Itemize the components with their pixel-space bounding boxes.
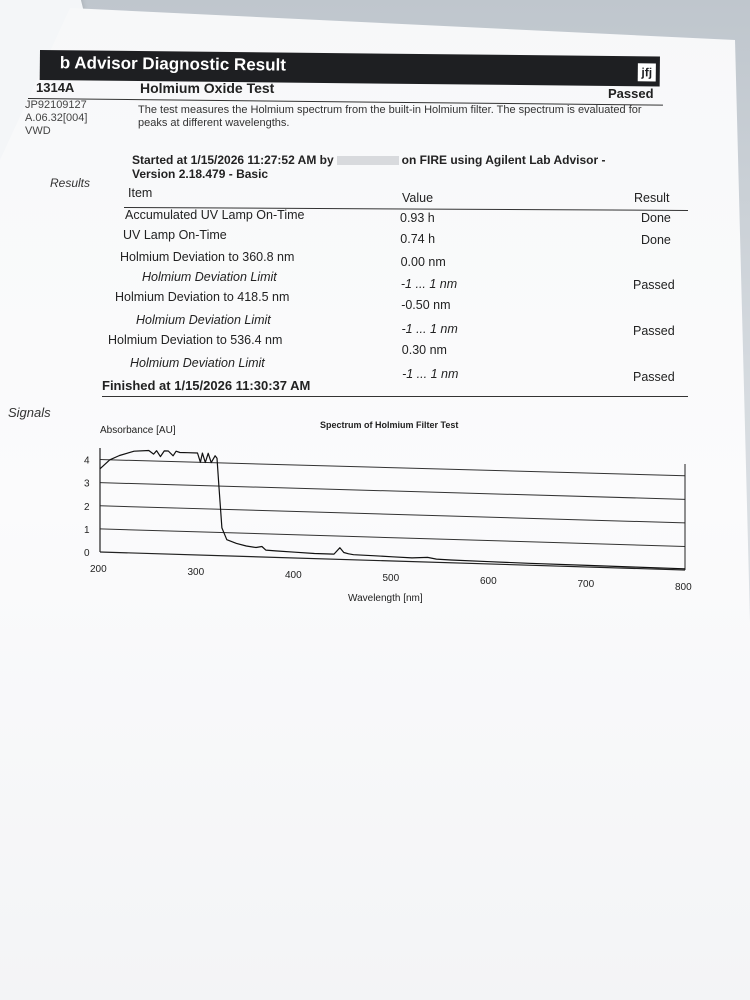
table-row-value: 0.30 nm (401, 343, 447, 358)
table-row-result: Done (641, 232, 671, 247)
table-row-result: Passed (633, 323, 675, 338)
table-row-value: 0.00 nm (400, 255, 446, 270)
table-row-value: -0.50 nm (401, 297, 451, 312)
table-row-item: Holmium Deviation Limit (136, 313, 271, 327)
firmware-version: A.06.32[004] (25, 112, 88, 124)
test-status: Passed (608, 86, 654, 101)
started-text: Started at 1/15/2026 11:27:52 AM by (132, 153, 334, 167)
table-row-item: Accumulated UV Lamp On-Time (125, 208, 305, 222)
y-axis-label: Absorbance [AU] (100, 425, 176, 436)
agilent-logo-icon: jfj (638, 63, 656, 81)
table-row-item: Holmium Deviation Limit (142, 270, 277, 284)
table-row-value: 0.74 h (400, 232, 436, 247)
x-tick-label: 500 (382, 573, 400, 584)
test-name: Holmium Oxide Test (140, 80, 275, 96)
column-header-value: Value (402, 191, 434, 205)
x-tick-label: 300 (187, 567, 205, 578)
table-row-result: Done (641, 211, 671, 225)
column-header-result: Result (634, 191, 670, 205)
report-title: b Advisor Diagnostic Result (59, 53, 287, 75)
x-tick-label: 800 (675, 582, 692, 593)
results-section-label: Results (50, 176, 91, 190)
table-row-item: Holmium Deviation Limit (130, 356, 265, 370)
table-row-result: Passed (633, 369, 675, 384)
x-tick-label: 200 (90, 564, 107, 575)
test-description: The test measures the Holmium spectrum from the built-in Holmium filter. The spectrum is evaluated for peaks at different wavelengths. (138, 104, 642, 129)
table-row-item: Holmium Deviation to 360.8 nm (120, 250, 295, 264)
table-row-value: -1 ... 1 nm (400, 276, 458, 291)
y-tick-label: 1 (84, 524, 90, 536)
started-suffix: on FIRE using Agilent Lab Advisor - (401, 153, 606, 167)
column-header-item: Item (128, 186, 153, 200)
chart-title: Spectrum of Holmium Filter Test (320, 420, 459, 430)
table-row-value: 0.93 h (400, 211, 435, 225)
x-tick-label: 700 (577, 579, 595, 590)
table-row-item: Holmium Deviation to 536.4 nm (108, 333, 283, 347)
module-model: 1314A (36, 80, 75, 95)
module-type: VWD (25, 125, 51, 137)
table-row-value: -1 ... 1 nm (402, 367, 459, 382)
table-row-value: -1 ... 1 nm (401, 322, 458, 336)
signals-section-label: Signals (8, 405, 51, 420)
run-finished: Finished at 1/15/2026 11:30:37 AM (102, 378, 311, 393)
grid-line (100, 460, 685, 476)
x-tick-label: 600 (480, 576, 497, 587)
x-tick-label: 400 (285, 570, 302, 581)
software-version: Version 2.18.479 - Basic (132, 167, 269, 181)
grid-line (100, 506, 685, 523)
y-tick-label: 4 (84, 455, 90, 467)
table-row-item: UV Lamp On-Time (123, 228, 227, 242)
serial-number: JP92109127 (25, 99, 87, 111)
y-tick-label: 3 (84, 478, 90, 490)
x-axis-label: Wavelength [nm] (348, 593, 423, 604)
y-tick-label: 2 (84, 501, 90, 513)
table-row-result: Passed (633, 277, 675, 292)
grid-line (100, 483, 685, 500)
spectrum-line (100, 451, 685, 569)
grid-line (100, 529, 685, 547)
table-row-item: Holmium Deviation to 418.5 nm (115, 290, 290, 304)
y-tick-label: 0 (84, 548, 90, 559)
